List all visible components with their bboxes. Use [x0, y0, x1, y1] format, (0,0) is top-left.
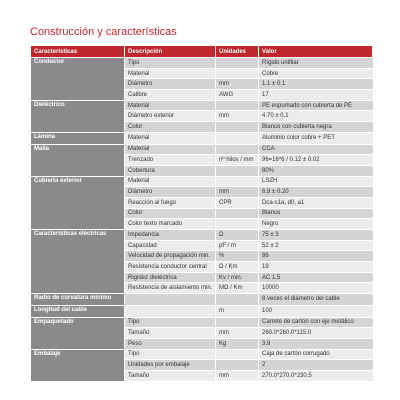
units-cell: [216, 317, 259, 328]
value-cell: Dca-s1a, d0, a1: [259, 197, 373, 208]
spec-table: [30, 45, 373, 382]
description-cell: Rigidez dieléctrica: [125, 272, 216, 283]
description-cell: Resistencia de aislamiento min.: [125, 283, 216, 294]
units-cell: [216, 176, 259, 187]
units-cell: [216, 68, 259, 79]
units-cell: nº hilos / mm: [216, 155, 259, 166]
description-cell: Diámetro: [125, 187, 216, 198]
table-row: [31, 294, 373, 306]
category-cell: Cubierta exterior: [31, 176, 125, 229]
description-cell: Impedancia: [125, 230, 216, 241]
description-cell: Diámetro: [125, 79, 216, 90]
description-cell: Color: [125, 122, 216, 133]
description-cell: Tamaño: [125, 328, 216, 339]
description-cell: [125, 294, 216, 306]
category-cell: Radio de curvatura mínimo: [31, 294, 125, 306]
description-cell: Capacidad: [125, 240, 216, 251]
description-cell: Material: [125, 132, 216, 144]
header-category: Características: [31, 46, 125, 58]
value-cell: 75 ± 3: [259, 230, 373, 241]
description-cell: Material: [125, 176, 216, 187]
description-cell: Tamaño: [125, 370, 216, 381]
value-cell: 6.8 ± 0.20: [259, 187, 373, 198]
units-cell: [216, 360, 259, 371]
value-cell: Blanco con cubierta negra: [259, 122, 373, 133]
description-cell: Material: [125, 144, 216, 155]
category-cell: Longitud del cable: [31, 305, 125, 317]
description-cell: Material: [125, 100, 216, 111]
table-header-row: [31, 46, 373, 58]
value-cell: 10000: [259, 283, 373, 294]
description-cell: Reacción al fuego: [125, 197, 216, 208]
category-cell: Conductor: [31, 58, 125, 101]
header-value: Valor: [259, 46, 373, 58]
spec-table-body: [31, 58, 373, 382]
category-cell: Malla: [31, 144, 125, 176]
description-cell: Color texto marcado: [125, 219, 216, 230]
category-cell: Embalaje: [31, 349, 125, 381]
units-cell: mm: [216, 187, 259, 198]
units-cell: Ω: [216, 230, 259, 241]
units-cell: [216, 219, 259, 230]
units-cell: mm: [216, 111, 259, 122]
value-cell: Rígido unifilar: [259, 58, 373, 69]
value-cell: 260.0*260.0*115.0: [259, 328, 373, 339]
description-cell: Resistencia conductor central: [125, 262, 216, 273]
units-cell: mm: [216, 370, 259, 381]
units-cell: mm: [216, 328, 259, 339]
table-row: [31, 317, 373, 328]
value-cell: 80%: [259, 165, 373, 176]
value-cell: 17: [259, 90, 373, 101]
value-cell: 96=16*6 / 0.12 ± 0.02: [259, 155, 373, 166]
units-cell: MΩ / Km: [216, 283, 259, 294]
value-cell: Blanco: [259, 208, 373, 219]
description-cell: Unidades por embalaje: [125, 360, 216, 371]
description-cell: Trenzado: [125, 155, 216, 166]
units-cell: AWG: [216, 90, 259, 101]
units-cell: pF / m: [216, 240, 259, 251]
units-cell: Kv / min.: [216, 272, 259, 283]
value-cell: 3.9: [259, 338, 373, 349]
description-cell: Tipo: [125, 58, 216, 69]
units-cell: [216, 208, 259, 219]
value-cell: 270.0*270.0*230.5: [259, 370, 373, 381]
units-cell: [216, 144, 259, 155]
description-cell: Cobertura: [125, 165, 216, 176]
table-row: [31, 100, 373, 111]
page-title: Construcción y características: [30, 26, 177, 38]
value-cell: Aluminio color cobre + PET: [259, 132, 373, 144]
description-cell: Calibre: [125, 90, 216, 101]
value-cell: Caja de cartón corrugado: [259, 349, 373, 360]
units-cell: [216, 58, 259, 69]
value-cell: Negro: [259, 219, 373, 230]
description-cell: Color: [125, 208, 216, 219]
units-cell: Kg: [216, 338, 259, 349]
table-row: [31, 349, 373, 360]
units-cell: %: [216, 251, 259, 262]
units-cell: Ω / Km: [216, 262, 259, 273]
table-row: [31, 230, 373, 241]
value-cell: CCA: [259, 144, 373, 155]
value-cell: 2: [259, 360, 373, 371]
description-cell: Peso: [125, 338, 216, 349]
category-cell: Lámina: [31, 132, 125, 144]
value-cell: AC 1.5: [259, 272, 373, 283]
value-cell: Carrete de cartón con eje metálico: [259, 317, 373, 328]
value-cell: 86: [259, 251, 373, 262]
value-cell: 8 veces el diámetro del cable: [259, 294, 373, 306]
value-cell: 100: [259, 305, 373, 317]
table-row: [31, 132, 373, 144]
value-cell: 4.70 ± 0.1: [259, 111, 373, 122]
value-cell: 52 ± 2: [259, 240, 373, 251]
units-cell: [216, 294, 259, 306]
description-cell: Material: [125, 68, 216, 79]
units-cell: m: [216, 305, 259, 317]
table-row: [31, 176, 373, 187]
table-row: [31, 58, 373, 69]
units-cell: [216, 100, 259, 111]
description-cell: [125, 305, 216, 317]
value-cell: 1.1 ± 0.1: [259, 79, 373, 90]
category-cell: Empaquetado: [31, 317, 125, 349]
header-description: Descripción: [125, 46, 216, 58]
units-cell: [216, 122, 259, 133]
description-cell: Velocidad de propagación min.: [125, 251, 216, 262]
description-cell: Tipo: [125, 349, 216, 360]
header-units: Unidades: [216, 46, 259, 58]
value-cell: 19: [259, 262, 373, 273]
value-cell: PE espumado con cubierta de PE: [259, 100, 373, 111]
table-row: [31, 144, 373, 155]
description-cell: Tipo: [125, 317, 216, 328]
units-cell: mm: [216, 79, 259, 90]
units-cell: CPR: [216, 197, 259, 208]
units-cell: [216, 132, 259, 144]
category-cell: Dieléctrico: [31, 100, 125, 132]
value-cell: Cobre: [259, 68, 373, 79]
units-cell: [216, 165, 259, 176]
value-cell: LSZH: [259, 176, 373, 187]
category-cell: Características eléctricas: [31, 230, 125, 294]
table-row: [31, 305, 373, 317]
description-cell: Diámetro exterior: [125, 111, 216, 122]
units-cell: [216, 349, 259, 360]
